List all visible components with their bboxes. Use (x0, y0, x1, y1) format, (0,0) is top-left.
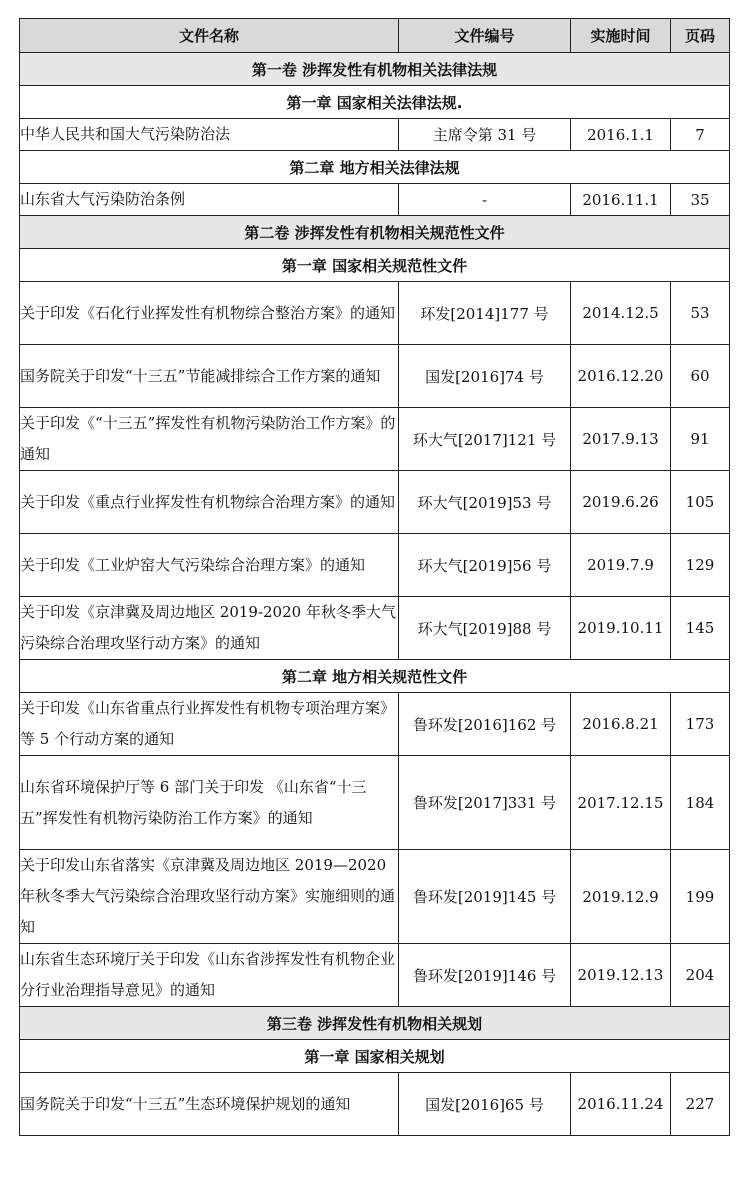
volume-title: 第二卷 涉挥发性有机物相关规范性文件 (20, 216, 730, 249)
chapter-title: 第一章 国家相关规划 (20, 1040, 730, 1073)
table-row (20, 597, 730, 660)
page-number-cell: 7 (671, 119, 730, 151)
file-name-cell: 山东省生态环境厅关于印发《山东省涉挥发性有机物企业分行业治理指导意见》的通知 (20, 944, 399, 1007)
chapter-title: 第一章 国家相关法律法规. (20, 86, 730, 119)
effective-date-cell: 2016.11.24 (571, 1073, 671, 1136)
table-row (20, 534, 730, 597)
chapter-heading-row (20, 1040, 730, 1073)
effective-date-cell: 2019.10.11 (571, 597, 671, 660)
file-code-cell: 环大气[2019]53 号 (399, 471, 571, 534)
effective-date-cell: 2017.9.13 (571, 408, 671, 471)
file-code-cell: 鲁环发[2019]145 号 (399, 850, 571, 944)
table-row (20, 471, 730, 534)
file-code-cell: 鲁环发[2016]162 号 (399, 693, 571, 756)
effective-date-cell: 2016.8.21 (571, 693, 671, 756)
file-name-cell: 关于印发《石化行业挥发性有机物综合整治方案》的通知 (20, 282, 399, 345)
effective-date-cell: 2017.12.15 (571, 756, 671, 850)
file-code-cell: 环大气[2019]88 号 (399, 597, 571, 660)
table-body (20, 53, 730, 1136)
page-number-cell: 105 (671, 471, 730, 534)
header-effective-date: 实施时间 (571, 19, 671, 53)
effective-date-cell: 2019.12.13 (571, 944, 671, 1007)
effective-date-cell: 2019.7.9 (571, 534, 671, 597)
file-name-cell: 关于印发《京津冀及周边地区 2019-2020 年秋冬季大气污染综合治理攻坚行动方案》的通知 (20, 597, 399, 660)
table-row (20, 119, 730, 151)
table-row (20, 408, 730, 471)
page-number-cell: 199 (671, 850, 730, 944)
file-code-cell: 环发[2014]177 号 (399, 282, 571, 345)
table-row (20, 944, 730, 1007)
file-code-cell: - (399, 184, 571, 216)
page-number-cell: 129 (671, 534, 730, 597)
table-header-row (20, 19, 730, 53)
header-file-name: 文件名称 (20, 19, 399, 53)
page-number-cell: 60 (671, 345, 730, 408)
page-number-cell: 173 (671, 693, 730, 756)
page-number-cell: 204 (671, 944, 730, 1007)
effective-date-cell: 2014.12.5 (571, 282, 671, 345)
file-code-cell: 环大气[2017]121 号 (399, 408, 571, 471)
file-name-cell: 国务院关于印发“十三五”生态环境保护规划的通知 (20, 1073, 399, 1136)
table-row (20, 1073, 730, 1136)
file-name-cell: 山东省大气污染防治条例 (20, 184, 399, 216)
file-name-cell: 关于印发《重点行业挥发性有机物综合治理方案》的通知 (20, 471, 399, 534)
page-number-cell: 35 (671, 184, 730, 216)
page-number-cell: 184 (671, 756, 730, 850)
effective-date-cell: 2016.11.1 (571, 184, 671, 216)
table-row (20, 345, 730, 408)
file-name-cell: 山东省环境保护厅等 6 部门关于印发 《山东省“十三五”挥发性有机物污染防治工作方案》的通知 (20, 756, 399, 850)
document-index-table (19, 18, 730, 1136)
effective-date-cell: 2019.6.26 (571, 471, 671, 534)
file-code-cell: 环大气[2019]56 号 (399, 534, 571, 597)
effective-date-cell: 2016.1.1 (571, 119, 671, 151)
table-row (20, 850, 730, 944)
file-name-cell: 关于印发《山东省重点行业挥发性有机物专项治理方案》等 5 个行动方案的通知 (20, 693, 399, 756)
page-number-cell: 91 (671, 408, 730, 471)
page-number-cell: 145 (671, 597, 730, 660)
table-row (20, 756, 730, 850)
table-row (20, 184, 730, 216)
header-file-code: 文件编号 (399, 19, 571, 53)
page-number-cell: 53 (671, 282, 730, 345)
chapter-heading-row (20, 151, 730, 184)
file-code-cell: 国发[2016]65 号 (399, 1073, 571, 1136)
table-row (20, 693, 730, 756)
volume-heading-row (20, 53, 730, 86)
file-code-cell: 国发[2016]74 号 (399, 345, 571, 408)
chapter-heading-row (20, 660, 730, 693)
chapter-title: 第二章 地方相关规范性文件 (20, 660, 730, 693)
volume-heading-row (20, 216, 730, 249)
volume-title: 第一卷 涉挥发性有机物相关法律法规 (20, 53, 730, 86)
file-code-cell: 鲁环发[2019]146 号 (399, 944, 571, 1007)
file-name-cell: 关于印发山东省落实《京津冀及周边地区 2019—2020 年秋冬季大气污染综合治理攻坚行动方案》实施细则的通知 (20, 850, 399, 944)
chapter-title: 第二章 地方相关法律法规 (20, 151, 730, 184)
file-code-cell: 鲁环发[2017]331 号 (399, 756, 571, 850)
chapter-title: 第一章 国家相关规范性文件 (20, 249, 730, 282)
effective-date-cell: 2019.12.9 (571, 850, 671, 944)
table-row (20, 282, 730, 345)
file-name-cell: 关于印发《工业炉窑大气污染综合治理方案》的通知 (20, 534, 399, 597)
effective-date-cell: 2016.12.20 (571, 345, 671, 408)
chapter-heading-row (20, 86, 730, 119)
page-number-cell: 227 (671, 1073, 730, 1136)
file-name-cell: 国务院关于印发“十三五”节能减排综合工作方案的通知 (20, 345, 399, 408)
volume-title: 第三卷 涉挥发性有机物相关规划 (20, 1007, 730, 1040)
chapter-heading-row (20, 249, 730, 282)
file-name-cell: 关于印发《“十三五”挥发性有机物污染防治工作方案》的通知 (20, 408, 399, 471)
header-page-number: 页码 (671, 19, 730, 53)
volume-heading-row (20, 1007, 730, 1040)
file-code-cell: 主席令第 31 号 (399, 119, 571, 151)
file-name-cell: 中华人民共和国大气污染防治法 (20, 119, 399, 151)
